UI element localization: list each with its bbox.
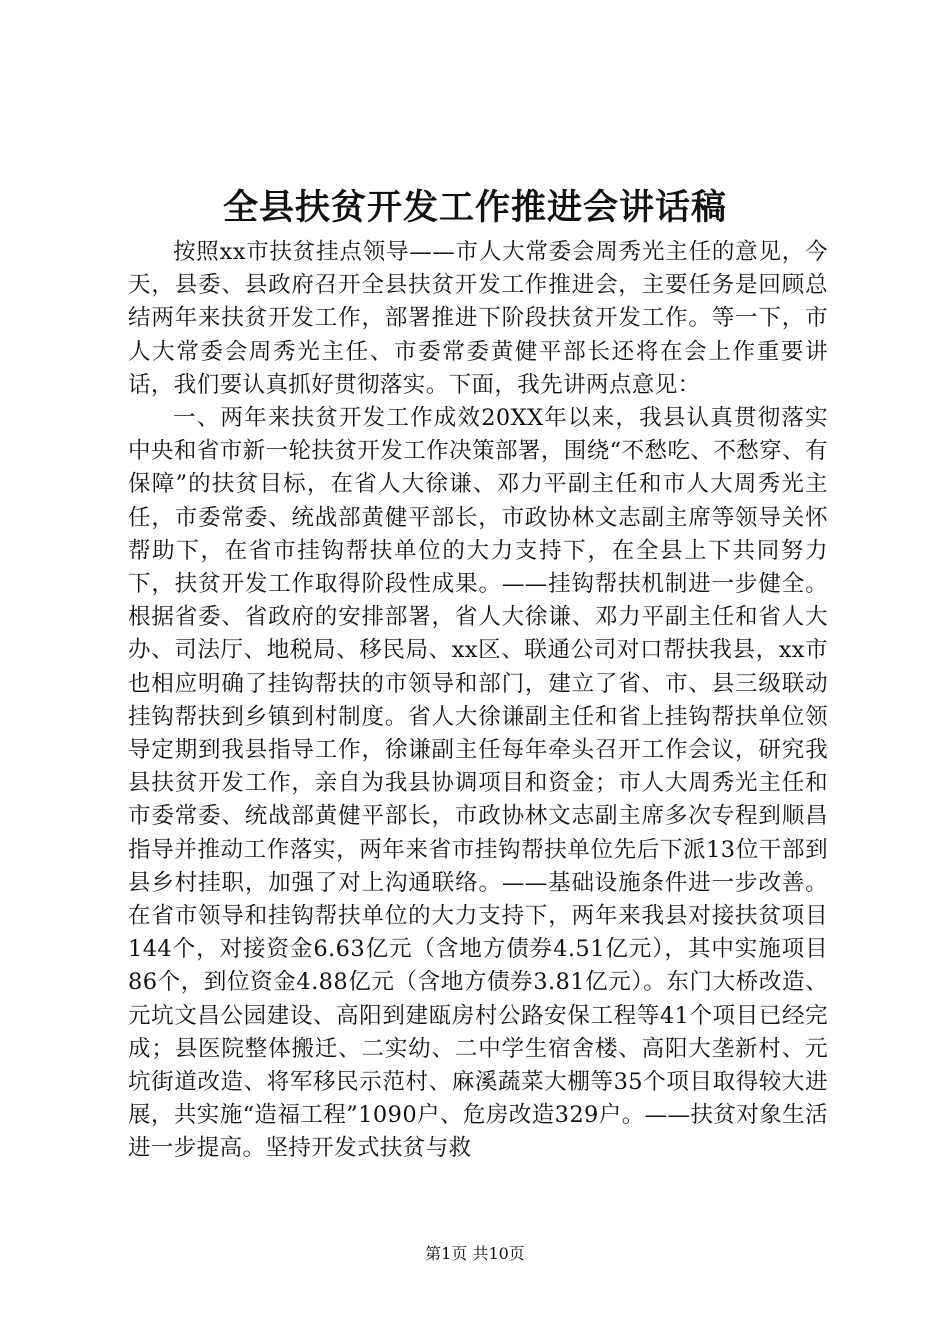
document-title: 全县扶贫开发工作推进会讲话稿 [222,187,727,228]
page-number-footer: 第1页 共10页 [425,1244,525,1263]
paragraph-achievements: 一、两年来扶贫开发工作成效20XX年以来，我县认真贯彻落实中央和省市新一轮扶贫开发工作决策部署，围绕“不愁吃、不愁穿、有保障”的扶贫目标，在省人大徐谦、邓力平副主任和市人大周秀光主任，市委常委、统战部黄健平部长，市政协林文志副主席等领导关怀帮助下，在省市挂钩帮扶单位的大力支持下，在全县上下共同努力下，扶贫开发工作取得阶段性成果。——挂钩帮扶机制进一步健全。根据省委、省政府的安排部署，省人大徐谦、邓力平副主任和省人大办、司法厅、地税局、移民局、xx区、联通公司对口帮扶我县，xx市也相应明确了挂钩帮扶的市领导和部门，建立了省、市、县三级联动挂钩帮扶到乡镇到村制度。省人大徐谦副主任和省上挂钩帮扶单位领导定期到我县指导工作，徐谦副主任每年牵头召开工作会议，研究我县扶贫开发工作，亲自为我县协调项目和资金；市人大周秀光主任和市委常委、统战部黄健平部长，市政协林文志副主席多次专程到顺昌指导并推动工作落实，两年来省市挂钩帮扶单位先后下派13位干部到县乡村挂职，加强了对上沟通联络。——基础设施条件进一步改善。在省市领导和挂钩帮扶单位的大力支持下，两年来我县对接扶贫项目144个，对接资金6.63亿元（含地方债券4.51亿元），其中实施项目86个，到位资金4.88亿元（含地方债券3.81亿元）。东门大桥改造、元坑文昌公园建设、高阳到建瓯房村公路安保工程等41个项目已经完成；县医院整体搬迁、二实幼、二中学生宿舍楼、高阳大垄新村、元坑街道改造、将军移民示范村、麻溪蔬菜大棚等35个项目取得较大进展，共实施“造福工程”1090户、危房改造329户。——扶贫对象生活进一步提高。坚持开发式扶贫与救 [128,405,828,1162]
paragraph-intro: 按照xx市扶贫挂点领导——市人大常委会周秀光主任的意见，今天，县委、县政府召开全县扶贫开发工作推进会，主要任务是回顾总结两年来扶贫开发工作，部署推进下阶段扶贫开发工作。等一下，市人大常委会周秀光主任、市委常委黄健平部长还将在会上作重要讲话，我们要认真抓好贯彻落实。下面，我先讲两点意见： [128,239,828,398]
document-body [128,236,828,1166]
